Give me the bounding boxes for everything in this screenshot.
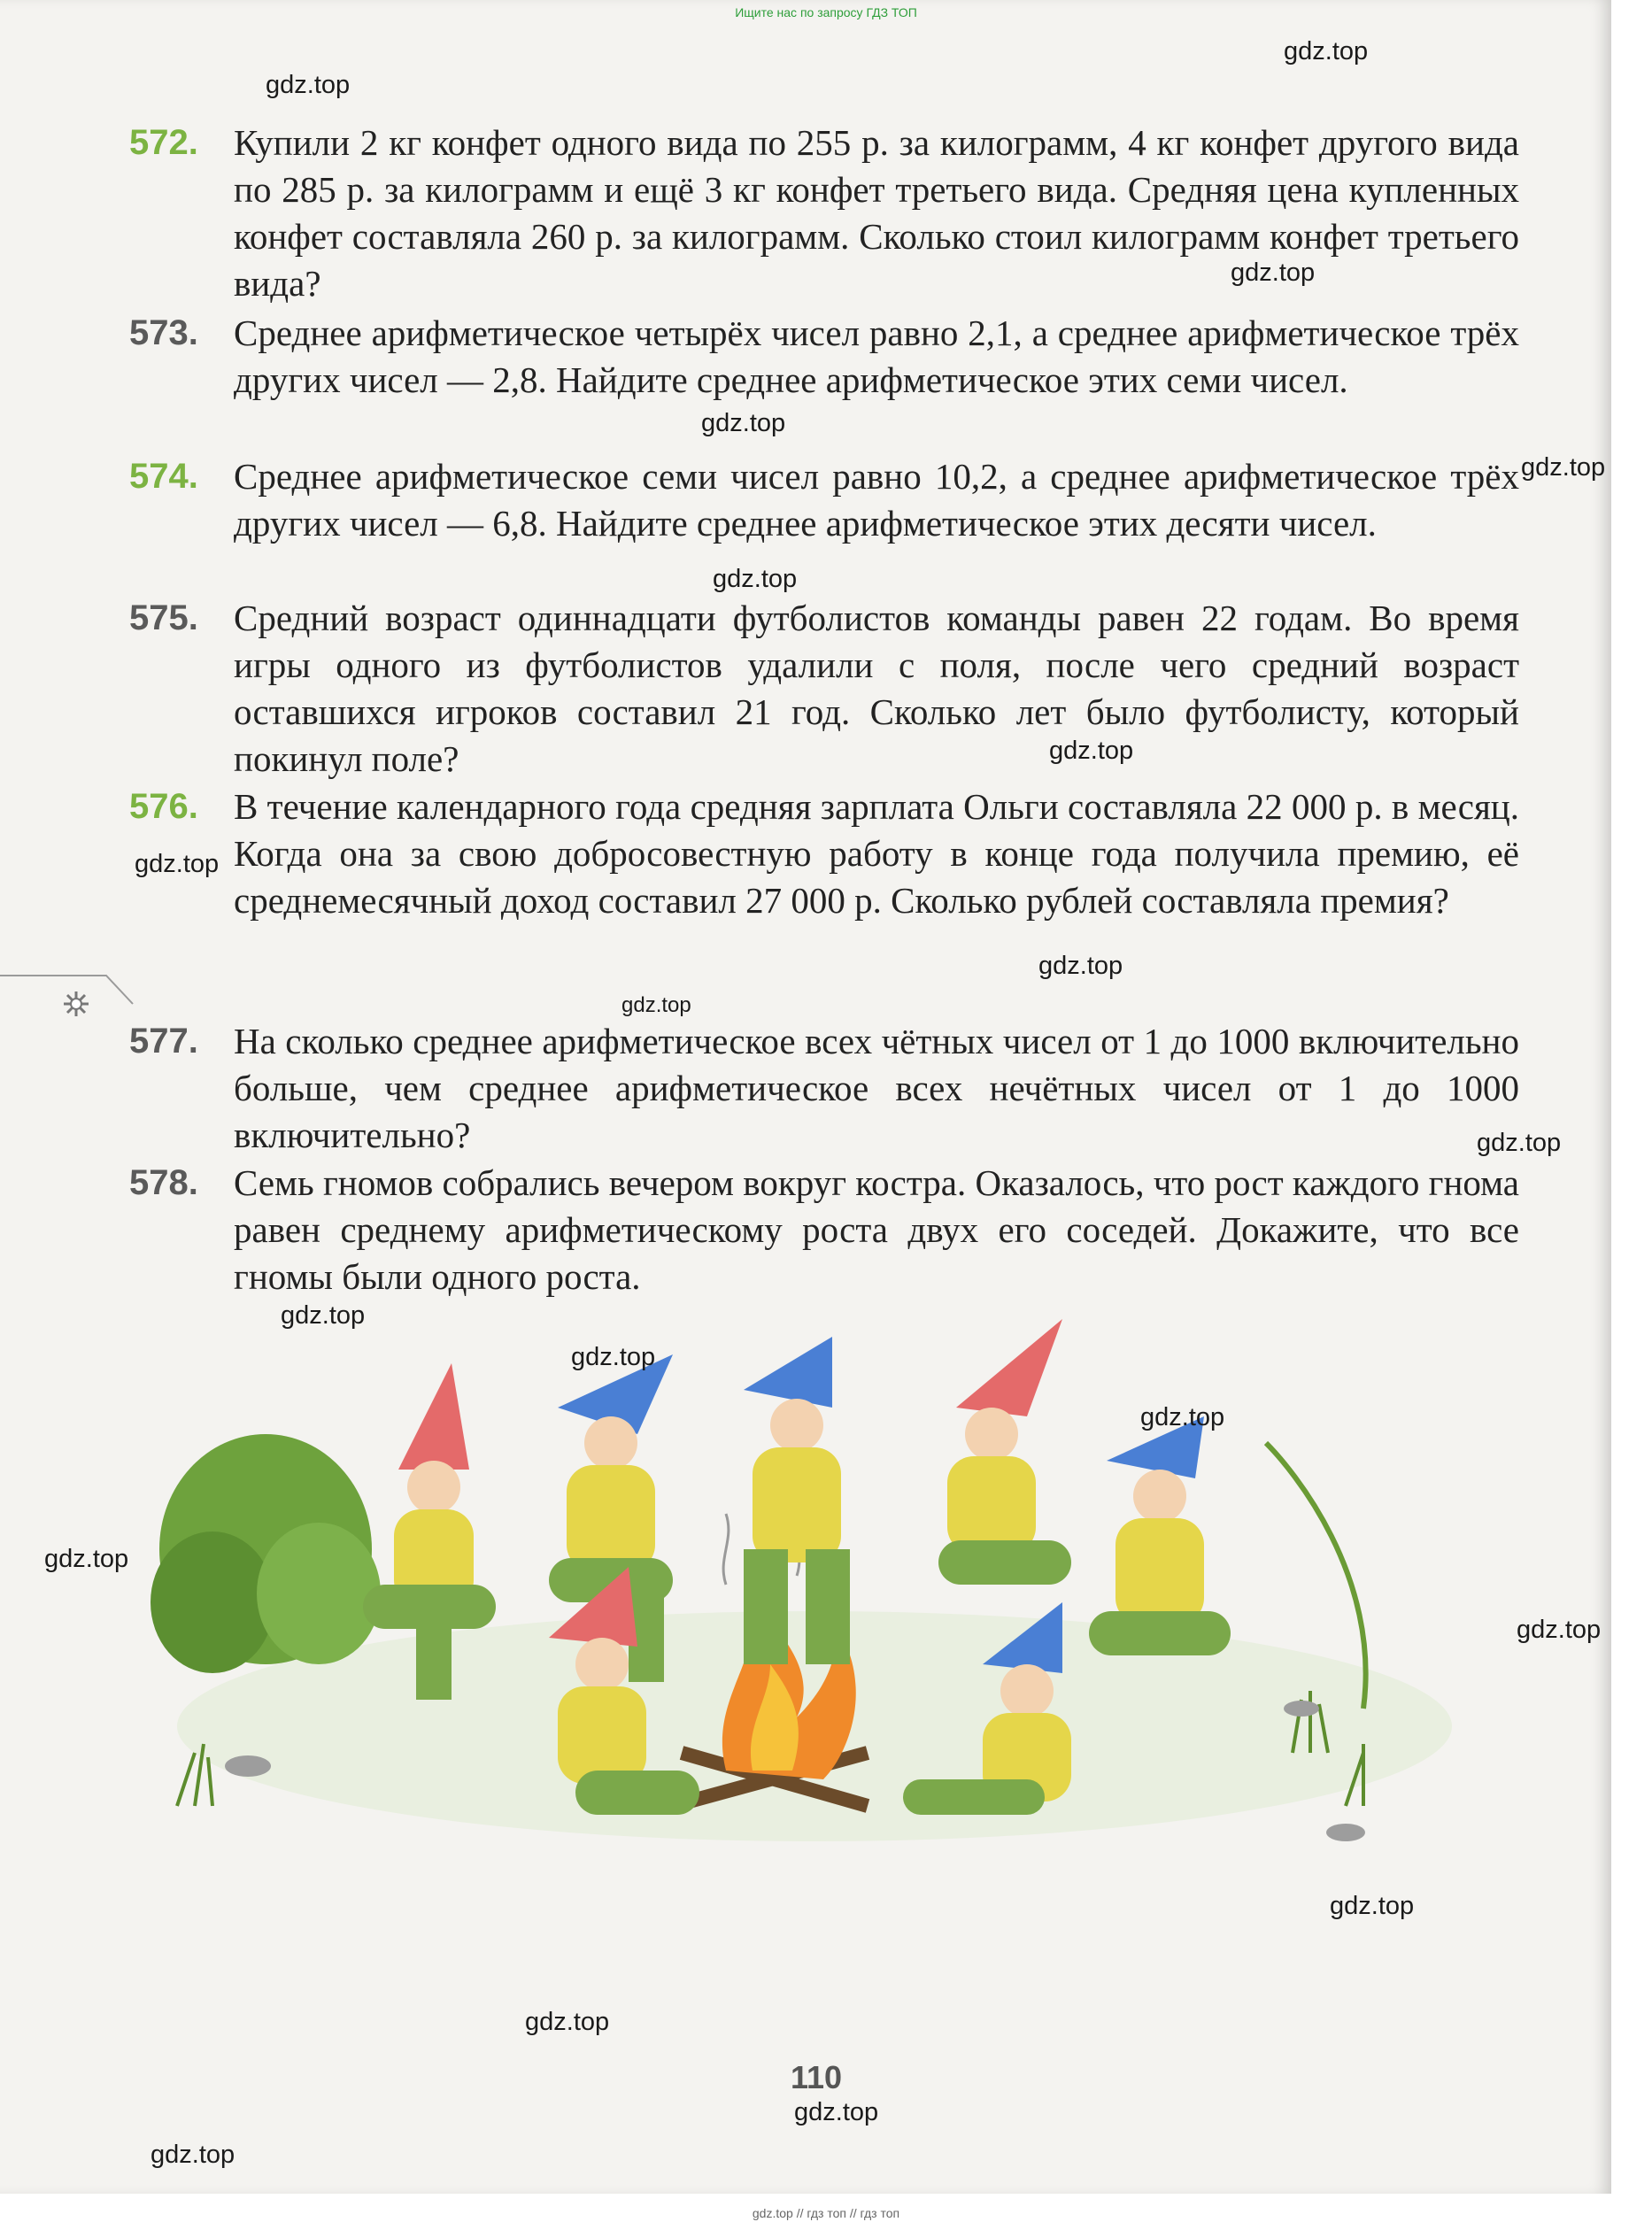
problem-text: На сколько среднее арифметическое всех чётных чисел от 1 до 1000 включительно больше, чем среднее арифметическое всех нечётных чисел от 1 до 1000 включительно? bbox=[234, 1021, 1519, 1155]
problem-number: 573. bbox=[129, 313, 198, 352]
problem-575 bbox=[129, 595, 1519, 783]
problem-number: 575. bbox=[129, 598, 198, 637]
problem-text: Семь гномов собрались вечером вокруг костра. Оказалось, что рост каждого гнома равен среднему арифметическому роста двух его соседей. Докажите, что все гномы были одного роста. bbox=[234, 1162, 1519, 1297]
watermark: gdz.top bbox=[1049, 737, 1134, 765]
gnome-blue-hat-far-right bbox=[1089, 1416, 1231, 1655]
problem-number: 574. bbox=[129, 457, 198, 496]
problem-573 bbox=[129, 310, 1519, 404]
header-banner[interactable]: Ищите нас по запросу ГДЗ ТОП bbox=[735, 5, 917, 19]
watermark: gdz.top bbox=[135, 850, 220, 878]
watermark: gdz.top bbox=[1477, 1129, 1562, 1157]
watermark: gdz.top bbox=[281, 1301, 366, 1330]
watermark: gdz.top bbox=[1284, 37, 1369, 66]
watermark: gdz.top bbox=[1330, 1892, 1415, 1920]
problem-text: Среднее арифметическое четырёх чисел равно 2,1, а среднее арифметическое трёх других чисел — 2,8. Найдите среднее арифметическое этих семи чисел. bbox=[234, 312, 1519, 400]
problem-574 bbox=[129, 453, 1519, 547]
watermark: gdz.top bbox=[1038, 952, 1123, 980]
problem-number: 578. bbox=[129, 1163, 198, 1202]
watermark: gdz.top bbox=[1521, 453, 1606, 482]
watermark: gdz.top bbox=[701, 409, 786, 437]
problem-text: В течение календарного года средняя зарплата Ольги составляла 22 000 р. в месяц. Когда она за свою добросовестную работу в конце года получила премию, её среднемесячный доход составил 27 000 р. Сколько рублей составляла премия? bbox=[234, 786, 1519, 921]
watermark: gdz.top bbox=[794, 2098, 879, 2126]
watermark: gdz.top bbox=[151, 2141, 235, 2169]
watermark: gdz.top bbox=[571, 1343, 656, 1371]
footer-banner[interactable]: gdz.top // гдз топ // гдз топ bbox=[752, 2206, 900, 2220]
problem-number: 572. bbox=[129, 123, 198, 162]
problem-text: Среднее арифметическое семи чисел равно 10,2, а среднее арифметическое трёх других чисел — 6,8. Найдите среднее арифметическое этих десяти чисел. bbox=[234, 456, 1519, 544]
bush bbox=[151, 1434, 381, 1673]
problem-text: Купили 2 кг конфет одного вида по 255 р. за килограмм, 4 кг конфет другого вида по 285 р. за килограмм и ещё 3 кг конфет третьего вида. Средняя цена купленных конфет составляла 260 р. за килограмм. Сколько стоил килограмм конфет третьего вида? bbox=[234, 122, 1519, 304]
watermark: gdz.top bbox=[525, 2008, 610, 2036]
problem-text: Средний возраст одиннадцати футболистов команды равен 22 годам. Во время игры одного из футболистов удалили с поля, после чего средний возраст оставшихся игроков составил 21 год. Сколько лет было футболисту, который покинул поле? bbox=[234, 598, 1519, 779]
problem-number: 577. bbox=[129, 1022, 198, 1061]
watermark: gdz.top bbox=[621, 993, 691, 1017]
watermark: gdz.top bbox=[44, 1545, 129, 1573]
problem-578 bbox=[129, 1160, 1519, 1300]
watermark: gdz.top bbox=[713, 565, 798, 593]
watermark: gdz.top bbox=[1517, 1616, 1602, 1644]
problem-576 bbox=[129, 783, 1519, 924]
watermark: gdz.top bbox=[1140, 1403, 1225, 1431]
page-number: 110 bbox=[791, 2059, 843, 2095]
problem-number: 576. bbox=[129, 787, 198, 826]
star-difficulty-icon bbox=[0, 968, 142, 1030]
watermark: gdz.top bbox=[266, 71, 351, 99]
gnomes-campfire-illustration bbox=[142, 1310, 1470, 1859]
gnome-red-hat-right bbox=[938, 1319, 1071, 1585]
watermark: gdz.top bbox=[1231, 258, 1316, 287]
problem-577 bbox=[129, 1018, 1519, 1159]
